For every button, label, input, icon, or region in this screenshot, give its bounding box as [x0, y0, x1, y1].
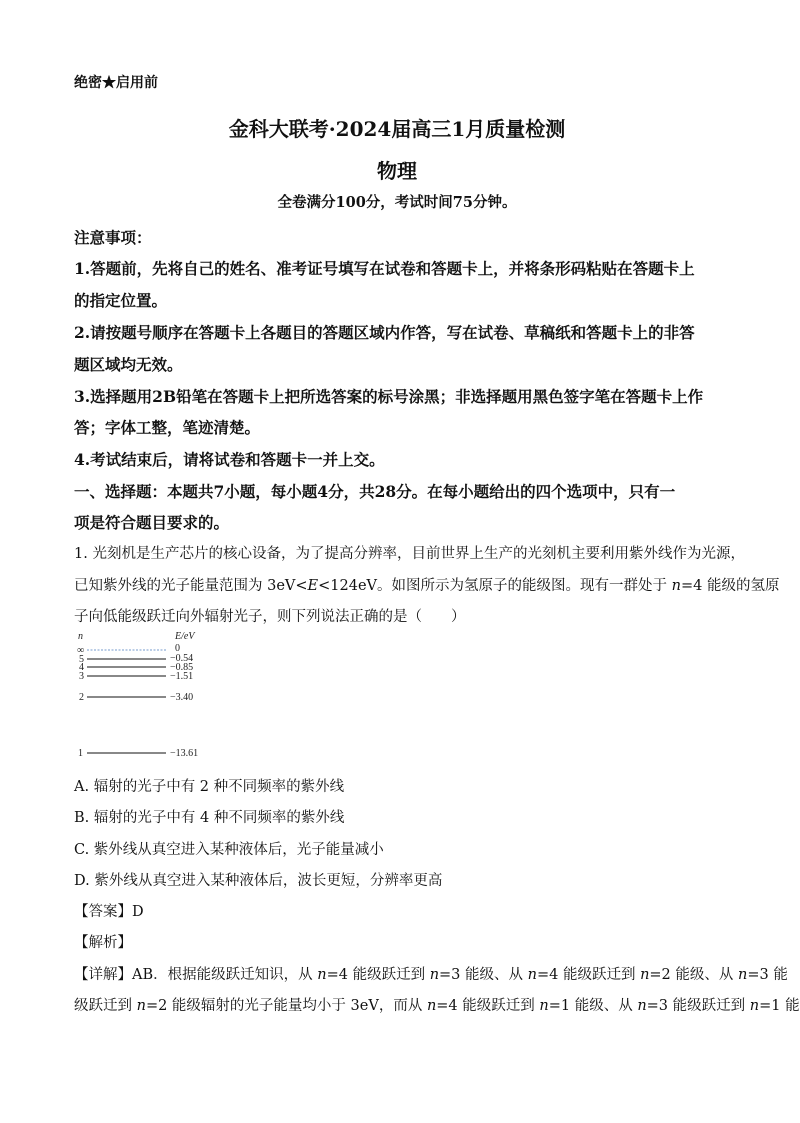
question-text: 已知紫外线的光子能量范围为 3eV<E<124eV。如图所示为氢原子的能级图。现有一群处于 n=4 能级的氢原	[74, 578, 780, 594]
diagram-e-label: E/eV	[175, 631, 195, 642]
question-text: 子向低能级跃迁向外辐射光子，则下列说法正确的是（ ）	[74, 609, 466, 625]
level-n-3: 3	[79, 671, 84, 682]
question-text: 1. 光刻机是生产芯片的核心设备，为了提高分辨率，目前世界上生产的光刻机主要利用紫外线作为光源，	[74, 546, 745, 562]
level-n-2: 2	[79, 692, 84, 703]
option-d: D. 紫外线从真空进入某种液体后，波长更短，分辨率更高	[74, 873, 443, 889]
notice-line: 题区域均无效。	[74, 355, 183, 374]
secret-label: 绝密★启用前	[74, 75, 158, 91]
exam-title: 金科大联考·2024届高三1月质量检测	[228, 117, 566, 141]
answer-value: D	[132, 904, 144, 920]
level-e-1: −13.61	[170, 748, 199, 759]
answer-line: 【答案】D	[74, 904, 144, 920]
notice-heading: 注意事项：	[74, 228, 152, 247]
subject-title: 物理	[377, 159, 417, 183]
detail-line: 级跃迁到 n=2 能级辐射的光子能量均小于 3eV，而从 n=4 能级跃迁到 n=1 能级、从 n=3 能级跃迁到 n=1 能	[74, 998, 800, 1014]
section-heading: 项是符合题目要求的。	[74, 513, 230, 532]
section-heading: 一、选择题：本题共7小题，每小题4分，共28分。在每小题给出的四个选项中，只有一	[74, 482, 676, 501]
notice-line: 2.请按题号顺序在答题卡上各题目的答题区域内作答，写在试卷、草稿纸和答题卡上的非答	[74, 323, 695, 342]
level-n-5: 5	[79, 654, 84, 665]
analysis-label: 【解析】	[74, 935, 132, 951]
notice-line: 的指定位置。	[74, 291, 168, 310]
option-a: A. 辐射的光子中有 2 种不同频率的紫外线	[74, 779, 345, 795]
full-score-note: 全卷满分100分，考试时间75分钟。	[277, 194, 517, 211]
option-b: B. 辐射的光子中有 4 种不同频率的紫外线	[74, 810, 345, 826]
notice-line: 4.考试结束后，请将试卷和答题卡一并上交。	[74, 450, 385, 469]
level-n-inf: ∞	[77, 645, 85, 656]
level-e-4: −0.85	[170, 662, 194, 673]
detail-line: 【详解】AB．根据能级跃迁知识，从 n=4 能级跃迁到 n=3 能级、从 n=4 能级跃迁到 n=2 能级、从 n=3 能	[74, 967, 788, 983]
notice-line: 答；字体工整，笔迹清楚。	[74, 418, 261, 437]
notice-line: 1.答题前，先将自己的姓名、准考证号填写在试卷和答题卡上，并将条形码粘贴在答题卡上	[74, 259, 695, 278]
level-e-3: −1.51	[170, 671, 194, 682]
level-e-2: −3.40	[170, 692, 194, 703]
notice-line: 3.选择题用2B铅笔在答题卡上把所选答案的标号涂黑；非选择题用黑色签字笔在答题卡上作	[74, 387, 704, 406]
energy-level-diagram	[74, 628, 224, 763]
diagram-n-label: n	[78, 631, 83, 642]
level-n-1: 1	[78, 748, 83, 759]
level-e-5: −0.54	[170, 653, 194, 664]
level-e-inf: 0	[175, 643, 180, 654]
option-c: C. 紫外线从真空进入某种液体后，光子能量减小	[74, 842, 384, 858]
level-n-4: 4	[79, 662, 84, 673]
